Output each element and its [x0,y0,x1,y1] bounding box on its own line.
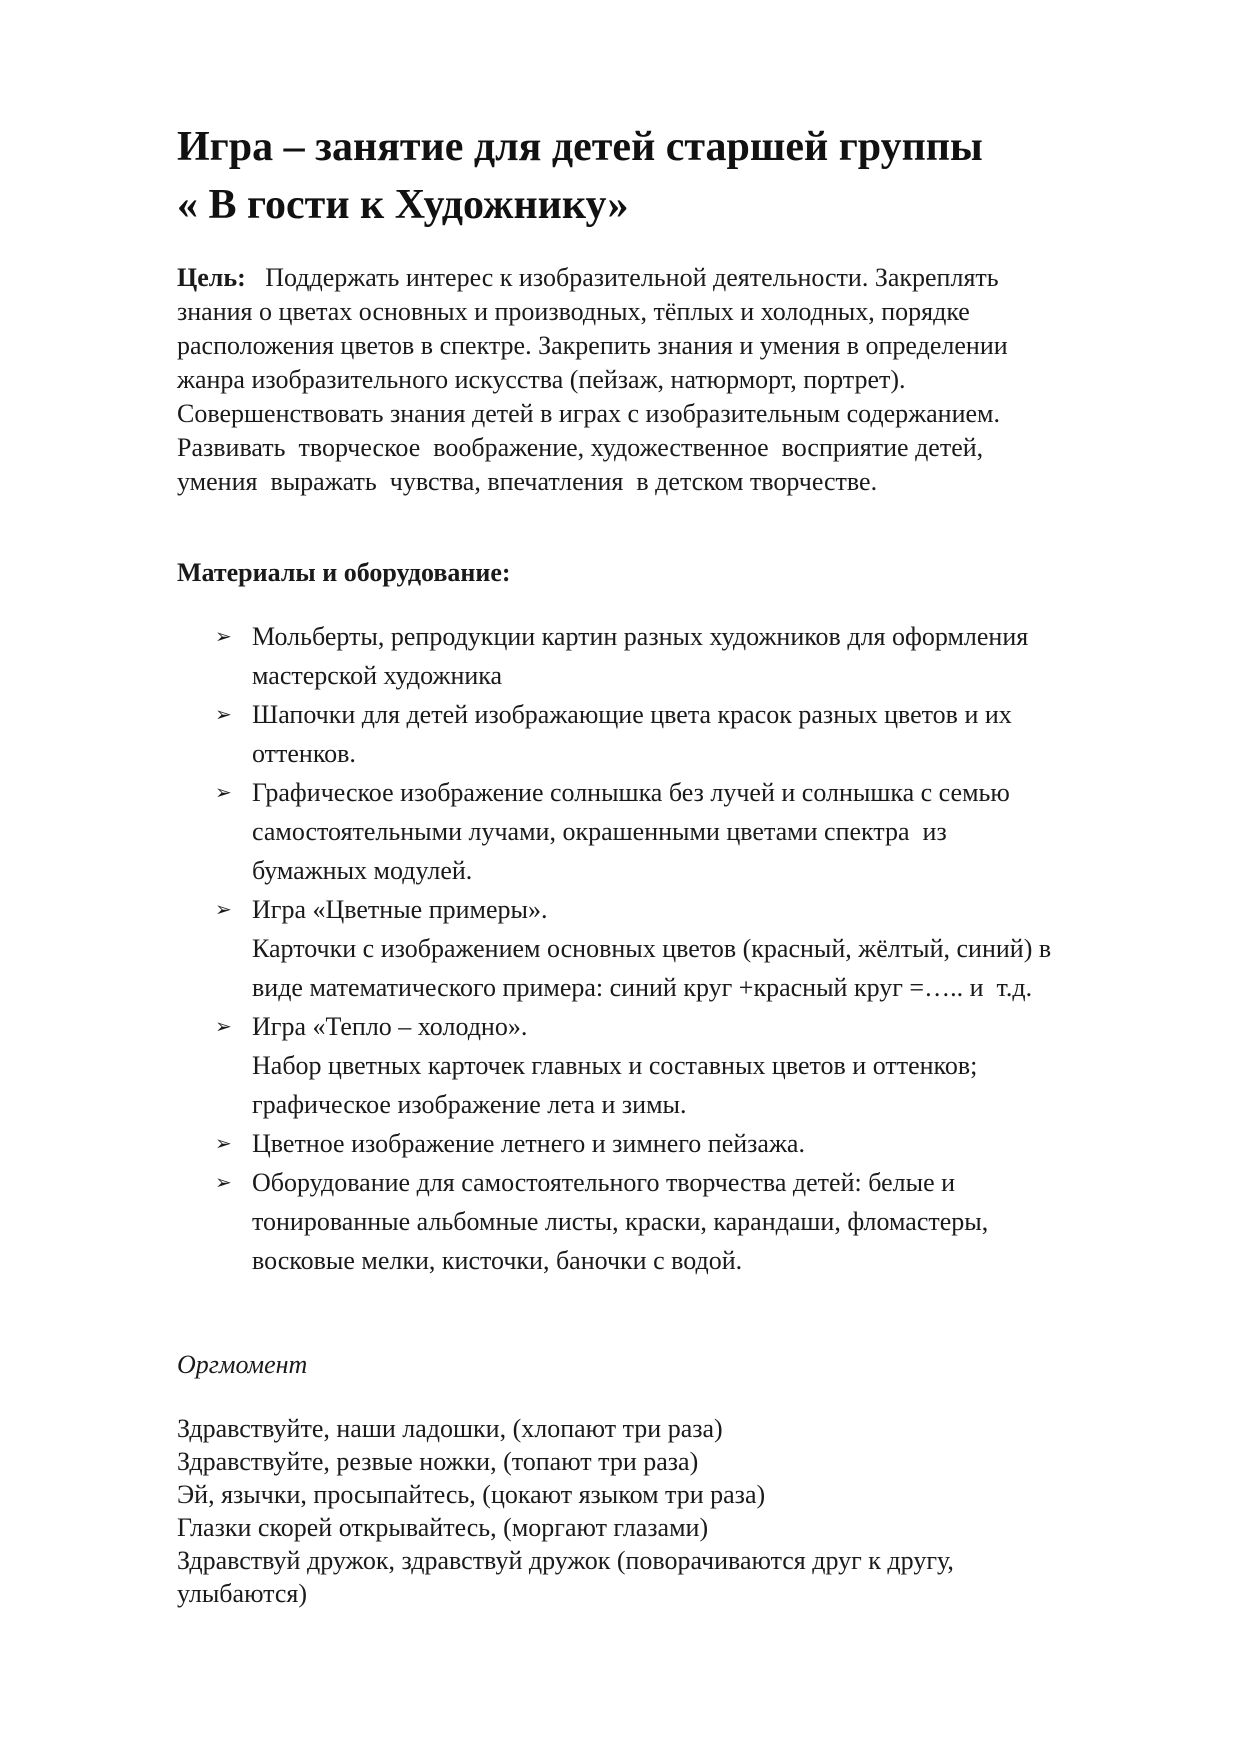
list-item [177,890,1177,1007]
poem-line: Здравствуй дружок, здравствуй дружок (поворачиваются друг к другу, [177,1546,954,1575]
list-item [177,1163,1177,1280]
list-item-line: Шапочки для детей изображающие цвета красок разных цветов и их [252,700,1012,729]
poem-line: Глазки скорей открывайтесь, (моргают глазами) [177,1513,709,1542]
goal-line [177,261,1137,295]
list-item-line: Набор цветных карточек главных и составных цветов и оттенков; [252,1051,978,1080]
arrowhead-bullet-icon: ➢ [215,897,232,921]
goal-text: Поддержать интерес к изобразительной деятельности. Закреплять [245,263,999,292]
goal-line: знания о цветах основных и производных, тёплых и холодных, порядке [177,297,970,326]
goal-paragraph [177,261,1137,499]
arrowhead-bullet-icon: ➢ [215,780,232,804]
list-item [177,773,1177,890]
arrowhead-bullet-icon: ➢ [215,1014,232,1038]
list-item-line: Карточки с изображением основных цветов (красный, жёлтый, синий) в [252,934,1052,963]
materials-list [177,617,1177,1280]
list-item-line: восковые мелки, кисточки, баночки с водой. [252,1246,743,1275]
list-item-line: бумажных модулей. [252,856,473,885]
list-item-line: Оборудование для самостоятельного творчества детей: белые и [252,1168,956,1197]
poem-line: Здравствуйте, резвые ножки, (топают три раза) [177,1447,699,1476]
document-title [177,118,1137,234]
poem-line: улыбаются) [177,1579,307,1608]
list-item-line: Игра «Цветные примеры». [252,895,548,924]
list-item-line: виде математического примера: синий круг +красный круг =….. и т.д. [252,973,1033,1002]
goal-label: Цель: [177,263,246,292]
list-item-line: самостоятельными лучами, окрашенными цветами спектра из [252,817,947,846]
title-line-1: Игра – занятие для детей старшей группы [177,124,983,170]
orgmoment-heading: Оргмомент [177,1350,308,1379]
list-item-line: графическое изображение лета и зимы. [252,1090,687,1119]
goal-line: Развивать творческое воображение, художественное восприятие детей, [177,433,984,462]
goal-line: умения выражать чувства, впечатления в детском творчестве. [177,467,878,496]
poem-line: Здравствуйте, наши ладошки, (хлопают три раза) [177,1414,723,1443]
goal-line: жанра изобразительного искусства (пейзаж, натюрморт, портрет). [177,365,906,394]
list-item-line: мастерской художника [252,661,503,690]
title-line-2: « В гости к Художнику» [177,182,629,228]
list-item-line: Цветное изображение летнего и зимнего пейзажа. [252,1129,805,1158]
arrowhead-bullet-icon: ➢ [215,702,232,726]
list-item [177,1124,1177,1163]
materials-heading: Материалы и оборудование: [177,558,511,587]
goal-line: расположения цветов в спектре. Закрепить знания и умения в определении [177,331,1008,360]
list-item [177,1007,1177,1124]
goal-line: Совершенствовать знания детей в играх с изобразительным содержанием. [177,399,1000,428]
arrowhead-bullet-icon: ➢ [215,1131,232,1155]
list-item-line: оттенков. [252,739,356,768]
list-item [177,617,1177,695]
list-item-line: Мольберты, репродукции картин разных художников для оформления [252,622,1029,651]
arrowhead-bullet-icon: ➢ [215,1170,232,1194]
list-item-line: Графическое изображение солнышка без лучей и солнышка с семью [252,778,1010,807]
arrowhead-bullet-icon: ➢ [215,624,232,648]
list-item [177,695,1177,773]
greeting-poem [177,1412,1177,1610]
poem-line: Эй, язычки, просыпайтесь, (цокают языком три раза) [177,1480,766,1509]
list-item-line: Игра «Тепло – холодно». [252,1012,528,1041]
list-item-line: тонированные альбомные листы, краски, карандаши, фломастеры, [252,1207,989,1236]
